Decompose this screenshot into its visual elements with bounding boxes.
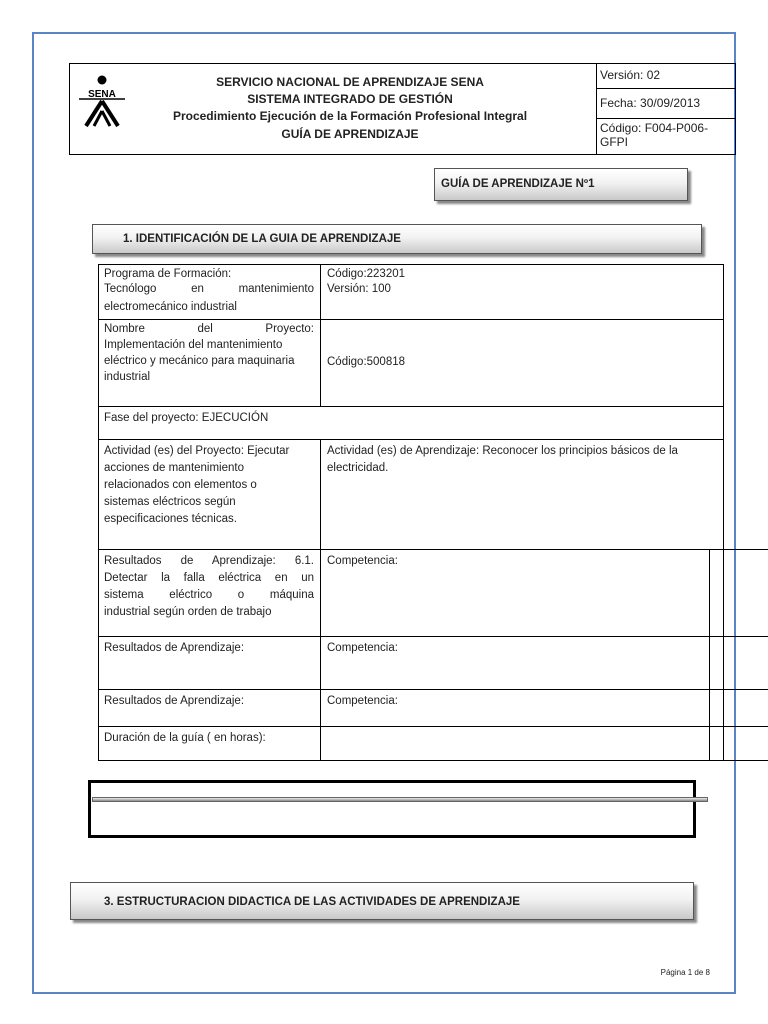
programa-version: Versión: 100	[327, 283, 391, 295]
programa-code: Código:223201	[327, 268, 406, 280]
proyecto-name-3: industrial	[104, 371, 151, 383]
logo-text: SENA	[88, 89, 116, 100]
header-divider	[596, 63, 597, 155]
duracion-label: Duración de la guía ( en horas):	[104, 732, 266, 744]
section2-line	[92, 797, 708, 802]
header-row-divider	[596, 118, 736, 119]
section2-box	[88, 780, 696, 838]
system-name: SISTEMA INTEGRADO DE GESTIÓN	[247, 92, 453, 106]
guide-title-bar	[434, 168, 688, 201]
header-row-divider	[596, 88, 736, 89]
resultado2-label: Resultados de Aprendizaje:	[104, 642, 245, 654]
section1-bar	[92, 224, 702, 254]
competencia3-label: Competencia:	[327, 695, 398, 707]
resultado1-line2: Detectar la falla eléctrica en un	[104, 572, 314, 584]
proyecto-name-2: eléctrico y mecánico para maquinaria	[104, 355, 295, 367]
programa-label: Programa de Formación:	[104, 268, 232, 280]
section3-title: 3. ESTRUCTURACION DIDACTICA DE LAS ACTIVIDADES DE APRENDIZAJE	[104, 896, 520, 908]
actividad-proyecto-2: acciones de mantenimiento	[104, 462, 244, 474]
actividad-proyecto-3: relacionados con elementos o	[104, 479, 257, 491]
resultado1-line3: sistema eléctrico o máquina	[104, 589, 314, 601]
page-number: Página 1 de 8	[660, 968, 710, 977]
code-label: Código: F004-P006-	[600, 121, 709, 135]
procedure-name: Procedimiento Ejecución de la Formación Profesional Integral	[172, 109, 528, 123]
date-label: Fecha: 30/09/2013	[600, 96, 701, 110]
section3-bar	[70, 882, 694, 920]
org-name: SERVICIO NACIONAL DE APRENDIZAJE SENA	[216, 75, 484, 89]
actividad-aprendizaje-cont: electricidad.	[327, 462, 389, 474]
actividad-proyecto-1: Actividad (es) del Proyecto: Ejecutar	[104, 445, 290, 457]
resultado1-line1: Resultados de Aprendizaje: 6.1.	[104, 555, 314, 567]
actividad-aprendizaje: Actividad (es) de Aprendizaje: Reconocer los principios básicos de la	[327, 445, 678, 457]
competencia1-label: Competencia:	[327, 555, 398, 567]
proyecto-code: Código:500818	[327, 356, 406, 368]
proyecto-label: Nombre del Proyecto:	[104, 323, 314, 335]
guide-title: GUÍA DE APRENDIZAJE Nº1	[441, 178, 595, 190]
version-label: Versión: 02	[600, 68, 661, 82]
competencia2-label: Competencia:	[327, 642, 398, 654]
proyecto-name-1: Implementación del mantenimiento	[104, 339, 283, 351]
section1-title: 1. IDENTIFICACIÓN DE LA GUIA DE APRENDIZAJE	[123, 233, 401, 245]
programa-name: Tecnólogo en mantenimiento	[104, 283, 314, 295]
fase-proyecto: Fase del proyecto: EJECUCIÓN	[104, 412, 269, 424]
sena-logo	[76, 74, 128, 134]
programa-name-cont: electromecánico industrial	[104, 301, 237, 313]
resultado3-label: Resultados de Aprendizaje:	[104, 695, 245, 707]
resultado1-line4: industrial según orden de trabajo	[104, 606, 272, 618]
actividad-proyecto-5: especificaciones técnicas.	[104, 513, 237, 525]
code-label-cont: GFPI	[600, 135, 629, 149]
doc-type: GUÍA DE APRENDIZAJE	[281, 127, 419, 141]
actividad-proyecto-4: sistemas eléctricos según	[104, 496, 236, 508]
